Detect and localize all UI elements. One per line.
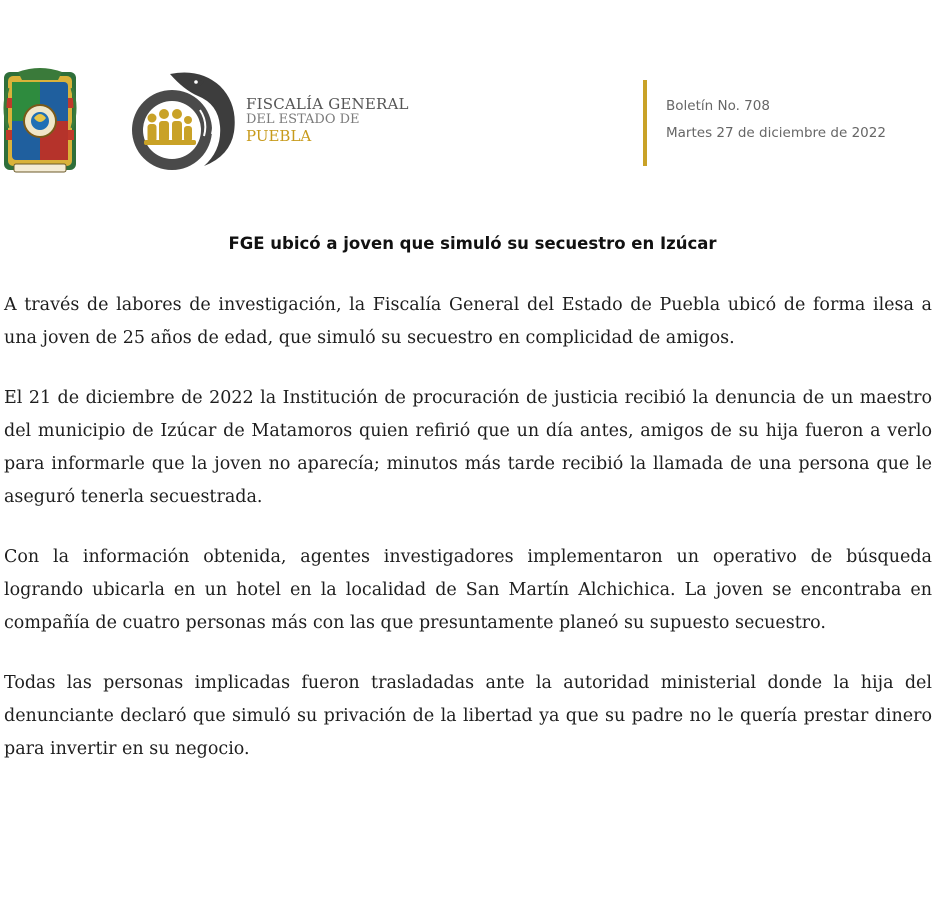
paragraph-4: Todas las personas implicadas fueron trasladadas ante la autoridad ministerial donde la hija del denunciante declaró que simuló su privación de la libertad ya que su padre no le quería prestar dinero para invertir en su negocio.	[4, 673, 932, 759]
bulletin-meta	[666, 93, 886, 147]
article-body	[4, 289, 932, 793]
org-name-line1: FISCALÍA GENERAL	[246, 95, 409, 113]
paragraph-2: El 21 de diciembre de 2022 la Institución de procuración de justicia recibió la denuncia de un maestro del municipio de Izúcar de Matamoros quien refirió que un día antes, amigos de su hija fueron a verlo para informarle que la joven no aparecía; minutos más tarde recibió la llamada de una persona que le aseguró tenerla secuestrada.	[4, 388, 932, 507]
bulletin-date: Martes 27 de diciembre de 2022	[666, 125, 886, 141]
organization-name	[246, 96, 409, 145]
puebla-state-seal-icon	[0, 68, 80, 176]
fge-eagle-family-icon	[122, 70, 242, 170]
org-name-line3: PUEBLA	[246, 127, 312, 146]
paragraph-1: A través de labores de investigación, la Fiscalía General del Estado de Puebla ubicó de forma ilesa a una joven de 25 años de edad, que simuló su secuestro en complicidad de amigos.	[4, 295, 932, 348]
header-divider	[643, 80, 647, 166]
bulletin-number: Boletín No. 708	[666, 98, 770, 114]
letterhead	[0, 0, 945, 200]
paragraph-3: Con la información obtenida, agentes investigadores implementaron un operativo de búsqueda logrando ubicarla en un hotel en la localidad de San Martín Alchichica. La joven se encontraba en compañía de cuatro personas más con las que presuntamente planeó su supuesto secuestro.	[4, 547, 932, 633]
article-title: FGE ubicó a joven que simuló su secuestro en Izúcar	[228, 234, 717, 253]
org-name-line2: DEL ESTADO DE	[246, 112, 360, 128]
